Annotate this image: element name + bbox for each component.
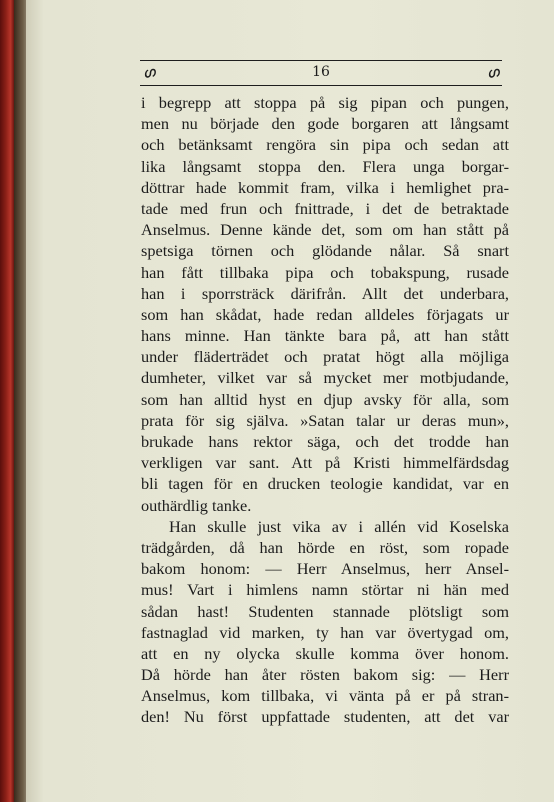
header-ornament-left-icon: ഗ bbox=[141, 65, 157, 82]
text-line: hans minne. Han tänkte bara på, att han stått bbox=[141, 326, 509, 346]
text-line: men nu började den gode borgaren att långsamt bbox=[141, 114, 509, 134]
text-line: sådan hast! Studenten stannade plötsligt som bbox=[141, 601, 509, 621]
body-text bbox=[141, 92, 509, 728]
text-line: trädgården, då han hörde en röst, som ropade bbox=[141, 537, 509, 557]
text-line: Då hörde han åter rösten bakom sig: — Herr bbox=[141, 665, 509, 685]
text-line: brukade hans rektor säga, och det trodde han bbox=[141, 432, 509, 451]
text-line: outhärdlig tanke. bbox=[141, 495, 252, 515]
text-line: Anselmus. Denne kände det, som om han stått på bbox=[141, 220, 509, 240]
text-line: bakom honom: — Herr Anselmus, herr Ansel- bbox=[141, 559, 509, 579]
text-line: mus! Vart i himlens namn störtar ni hän med bbox=[141, 580, 509, 600]
text-line: verkligen var sant. Att på Kristi himmelfärdsdag bbox=[141, 453, 509, 473]
text-line: i begrepp att stoppa på sig pipan och pungen, bbox=[141, 93, 509, 112]
text-line: under fläderträdet och pratat högt alla möjliga bbox=[141, 347, 509, 367]
text-line: och betänksamt rengöra sin pipa och sedan att bbox=[141, 135, 509, 155]
text-line: att en ny olycka skulle komma över honom. bbox=[141, 643, 509, 663]
text-line: spetsiga törnen och glödande nålar. Så snart bbox=[141, 241, 509, 261]
text-line: Anselmus, kom tillbaka, vi vänta på er på stran- bbox=[141, 686, 509, 706]
text-line: han i sporrsträck därifrån. Allt det underbara, bbox=[141, 283, 509, 303]
text-line: som han skådat, hade redan alldeles förjagats ur bbox=[141, 304, 509, 324]
text-line: fastnaglad vid marken, ty han var övertygad om, bbox=[141, 622, 509, 642]
text-line: lika långsamt stoppa den. Flera unga borgar- bbox=[141, 156, 509, 176]
text-line: dumheter, vilket var så mycket mer motbjudande, bbox=[141, 368, 509, 388]
book-cover-edge bbox=[0, 0, 14, 802]
text-line: prata för sig själva. »Satan talar ur deras mun», bbox=[141, 410, 509, 430]
text-line: tade med frun och fnittrade, i det de betraktade bbox=[141, 198, 509, 218]
page-number: 16 bbox=[312, 64, 330, 80]
text-line: han fått tillbaka pipa och tobakspung, rusade bbox=[141, 262, 509, 282]
running-header bbox=[140, 60, 502, 86]
text-line: Han skulle just vika av i allén vid Koselska bbox=[169, 516, 509, 536]
text-line: den! Nu först uppfattade studenten, att det var bbox=[141, 707, 509, 727]
text-line: döttrar hade kommit fram, vilka i hemlighet pra- bbox=[141, 177, 509, 197]
header-ornament-right-icon: ഗ bbox=[485, 65, 501, 82]
text-line: som han alltid hyst en djup avsky för alla, som bbox=[141, 389, 509, 409]
text-line: bli tagen för en drucken teologie kandidat, var en bbox=[141, 474, 509, 494]
